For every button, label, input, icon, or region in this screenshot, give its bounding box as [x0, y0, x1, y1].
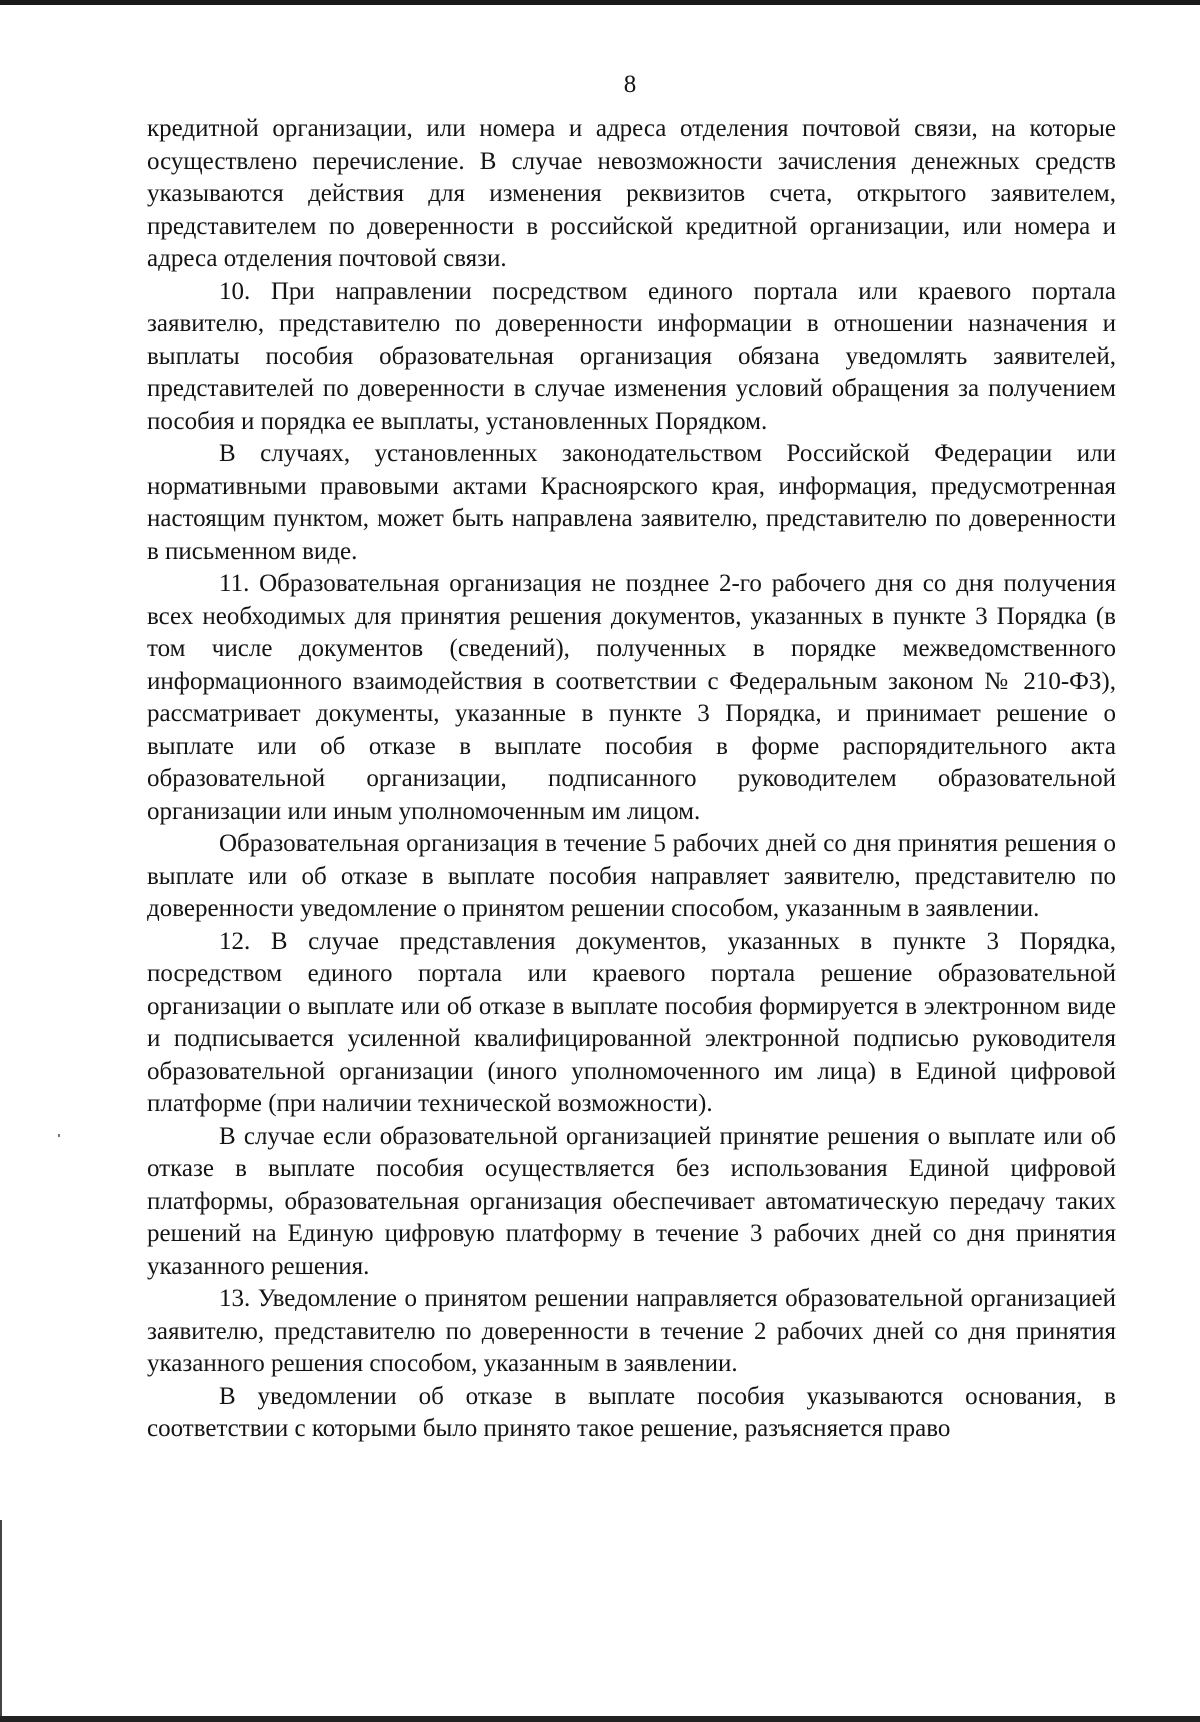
paragraph-item-10-cases: В случаях, установленных законодательством Российской Федерации или нормативными правовыми актами Красноярского края, информация, предусмотренная настоящим пунктом, может быть направлена заявителю, представителю по доверенности в письменном виде.	[147, 440, 1116, 565]
scan-edge-top	[0, 0, 1200, 5]
paragraph-item-13: 13. Уведомление о принятом решении направляется образовательной организацией заявителю, представителю по доверенности в течение 2 рабочих дней со дня принятия указанного решения способом, указанным в заявлении.	[147, 1285, 1116, 1377]
paragraph-item-11-notice: Образовательная организация в течение 5 рабочих дней со дня принятия решения о выплате или об отказе в выплате пособия направляет заявителю, представителю по доверенности уведомление о принятом решении способом, указанным в заявлении.	[147, 830, 1116, 922]
paragraph-item-13-refusal: В уведомлении об отказе в выплате пособия указываются основания, в соответствии с которыми было принято такое решение, разъясняется право	[147, 1382, 1116, 1442]
document-body	[147, 113, 1116, 1446]
scan-edge-left	[0, 1520, 2, 1722]
paragraph-item-12: 12. В случае представления документов, указанных в пункте 3 Порядка, посредством единого портала или краевого портала решение образовательной организации о выплате или об отказе в выплате пособия формируется в электронном виде и подписывается усиленной квалифицированной электронной подписью руководителя образовательной организации (иного уполномоченного им лица) в Единой цифровой платформе (при наличии технической возможности).	[147, 927, 1116, 1117]
paragraph-item-11: 11. Образовательная организация не позднее 2-го рабочего дня со дня получения всех необходимых для принятия решения документов, указанных в пункте 3 Порядка (в том числе документов (сведений), полученных в порядке межведомственного информационного взаимодействия в соответствии с Федеральным законом № 210-ФЗ), рассматривает документы, указанные в пункте 3 Порядка, и принимает решение о выплате или об отказе в выплате пособия в форме распорядительного акта образовательной организации, подписанного руководителем образовательной организации или иным уполномоченным им лицом.	[147, 570, 1116, 825]
paragraph-item-12-platform: В случае если образовательной организацией принятие решения о выплате или об отказе в выплате пособия осуществляется без использования Единой цифровой платформы, образовательная организация обеспечивает автоматическую передачу таких решений на Единую цифровую платформу в течение 3 рабочих дней со дня принятия указанного решения.	[147, 1122, 1116, 1280]
paragraph-item-10: 10. При направлении посредством единого портала или краевого портала заявителю, представителю по доверенности информации в отношении назначения и выплаты пособия образовательная организация обязана уведомлять заявителей, представителей по доверенности в случае изменения условий обращения за получением пособия и порядка ее выплаты, установленных Порядком.	[147, 277, 1116, 435]
paragraph-continuation: кредитной организации, или номера и адреса отделения почтовой связи, на которые осуществлено перечисление. В случае невозможности зачисления денежных средств указываются действия для изменения реквизитов счета, открытого заявителем, представителем по доверенности в российской кредитной организации, или номера и адреса отделения почтовой связи.	[147, 115, 1116, 272]
scan-edge-bottom	[0, 1716, 1200, 1722]
page-number: 8	[623, 71, 637, 98]
scan-speck	[58, 1134, 60, 1137]
